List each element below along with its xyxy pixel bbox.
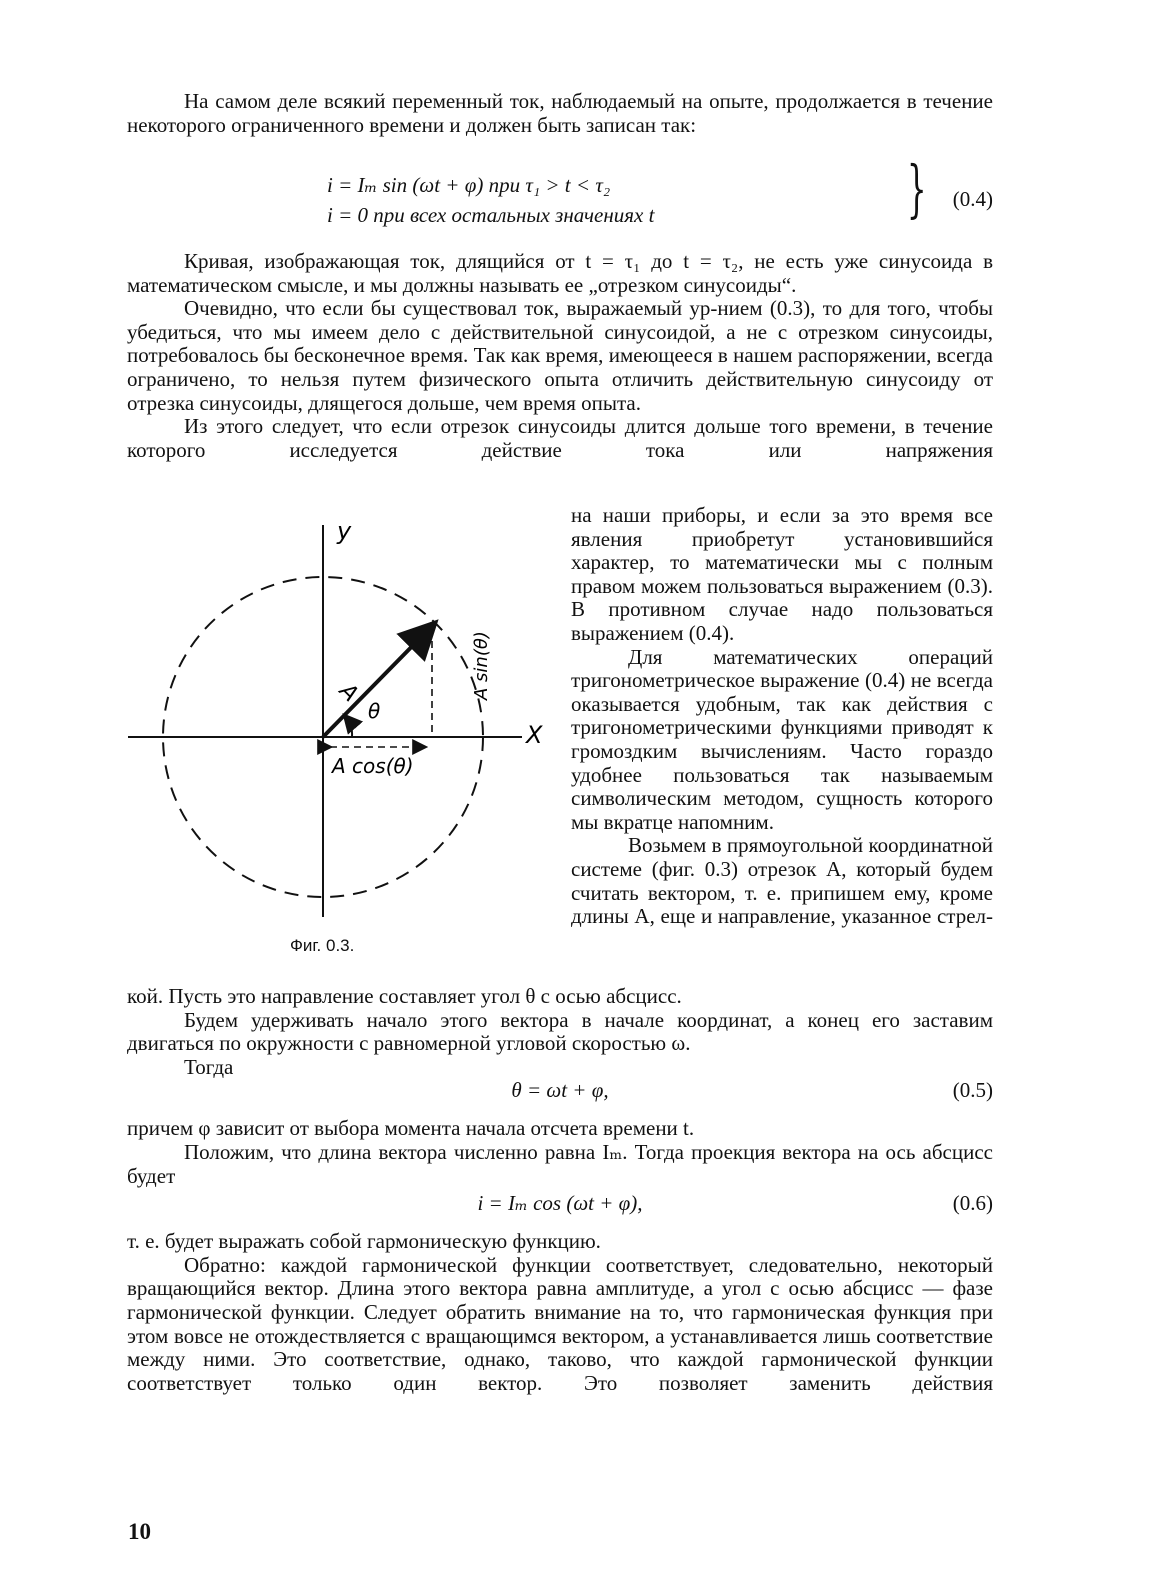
vector-label: A <box>334 678 363 708</box>
formula-04 <box>127 0 993 230</box>
formula-04-number: (0.4) <box>952 187 993 211</box>
wrapped-column <box>571 504 993 929</box>
angle-label: θ <box>368 699 381 723</box>
right-brace: } <box>906 152 927 225</box>
intro-paragraph: На самом деле всякий переменный ток, наблюдаемый на опыте, продолжается в течение некоторого ограниченного времени и должен быть записан так: <box>127 89 993 137</box>
angle-arc <box>345 716 352 737</box>
paragraph-curve: Кривая, изображающая ток, длящийся от t = τ₁ до t = τ₂, не есть уже синусоида в математическом смысле, и мы должны называть ее „отрезком синусоиды“. <box>127 249 993 297</box>
figure-caption: Фиг. 0.3. <box>290 936 355 955</box>
then-word: Тогда <box>184 1054 234 1079</box>
formula-04-line1: i = Iₘ sin (ωt + φ) при τ₁ > t < τ₂ <box>327 173 611 197</box>
text-block-before-figure <box>127 250 993 462</box>
text-block-after-figure <box>127 985 993 1395</box>
paragraph-math-ops: Для математических операций тригонометрическое выражение (0.4) не всегда оказывается удобным, так как действия с тригонометрическими функциями приводят к громоздким вычислениям. Часто гораздо удобнее пользоваться так называемым символическим методом, сущность которого мы вкратце напомним. <box>571 644 993 834</box>
figure-0-3 <box>120 505 560 925</box>
paragraph-hold: Будем удерживать начало этого вектора в начале координат, а конец его заставим двигаться по окружности с равномерной угловой скоростью ω. <box>127 1007 993 1056</box>
formula-05 <box>127 1079 993 1103</box>
paragraph-follows-wrap: на наши приборы, и если за это время все явления приобретут установившийся характер, то математически мы с полным правом можем пользоваться выражением (0.3). В противном случае надо пользоваться выражением (0.4). <box>571 503 993 645</box>
x-axis-label: X <box>526 721 543 749</box>
cos-label: A cos(θ) <box>332 754 414 778</box>
paragraph-conversely: Обратно: каждой гармонической функции соответствует, следовательно, некоторый вращающийся вектор. Длина этого вектора равна амплитуде, а угол с осью абсцисс — фазе гармонической функции. Следует обратить внимание на то, что гармоническая функция при этом вовсе не отождествляется с вращающимся вектором, а устанавливается лишь соответствие между ними. Это соответствие, однако, таково, что каждой гармонической функции соответствует только один вектор. Это позволяет заменить действия <box>127 1252 993 1395</box>
y-axis-label: y <box>337 517 352 545</box>
sin-label: A sin(θ) <box>471 631 492 700</box>
page-number: 10 <box>128 1519 151 1544</box>
formula-05-number: (0.5) <box>952 1078 993 1103</box>
paragraph-harmonic: т. е. будет выражать собой гармоническую функцию. <box>127 1229 601 1254</box>
formula-06-body: i = Iₘ cos (ωt + φ), <box>477 1191 643 1216</box>
paragraph-obviously: Очевидно, что если бы существовал ток, выражаемый ур-нием (0.3), то для того, чтобы убедиться, что мы имеем дело с действительной синусоидой, а не с отрезком синусоиды, потребовалось бы бесконечное время. Так как время, имеющееся в нашем распоряжении, всегда ограничено, то нельзя путем физического опыта отличить действительную синусоиду от отрезка синусоиды, длящегося дольше, чем время опыта. <box>127 296 993 415</box>
paragraph-take-wrap: Возьмем в прямоугольной координатной системе (фиг. 0.3) отрезок A, который будем считать вектором, т. е. припишем ему, кроме длины A, еще и направление, указанное стрел- <box>571 833 993 929</box>
paragraph-phi: причем φ зависит от выбора момента начала отсчета времени t. <box>127 1116 695 1141</box>
paragraph-follows-start: Из этого следует, что если отрезок синусоиды длится дольше того времени, в течение которого исследуется действие тока или напряжения <box>127 414 993 462</box>
paragraph-length: Положим, что длина вектора численно равна Iₘ. Тогда проекция вектора на ось абсцисс будет <box>127 1139 993 1188</box>
formula-05-body: θ = ωt + φ, <box>511 1078 609 1103</box>
formula-06 <box>127 1192 993 1216</box>
formula-06-number: (0.6) <box>952 1191 993 1216</box>
formula-04-line2: i = 0 при всех остальных значениях t <box>327 203 655 227</box>
paragraph-take-end: кой. Пусть это направление составляет угол θ с осью абсцисс. <box>127 984 682 1008</box>
